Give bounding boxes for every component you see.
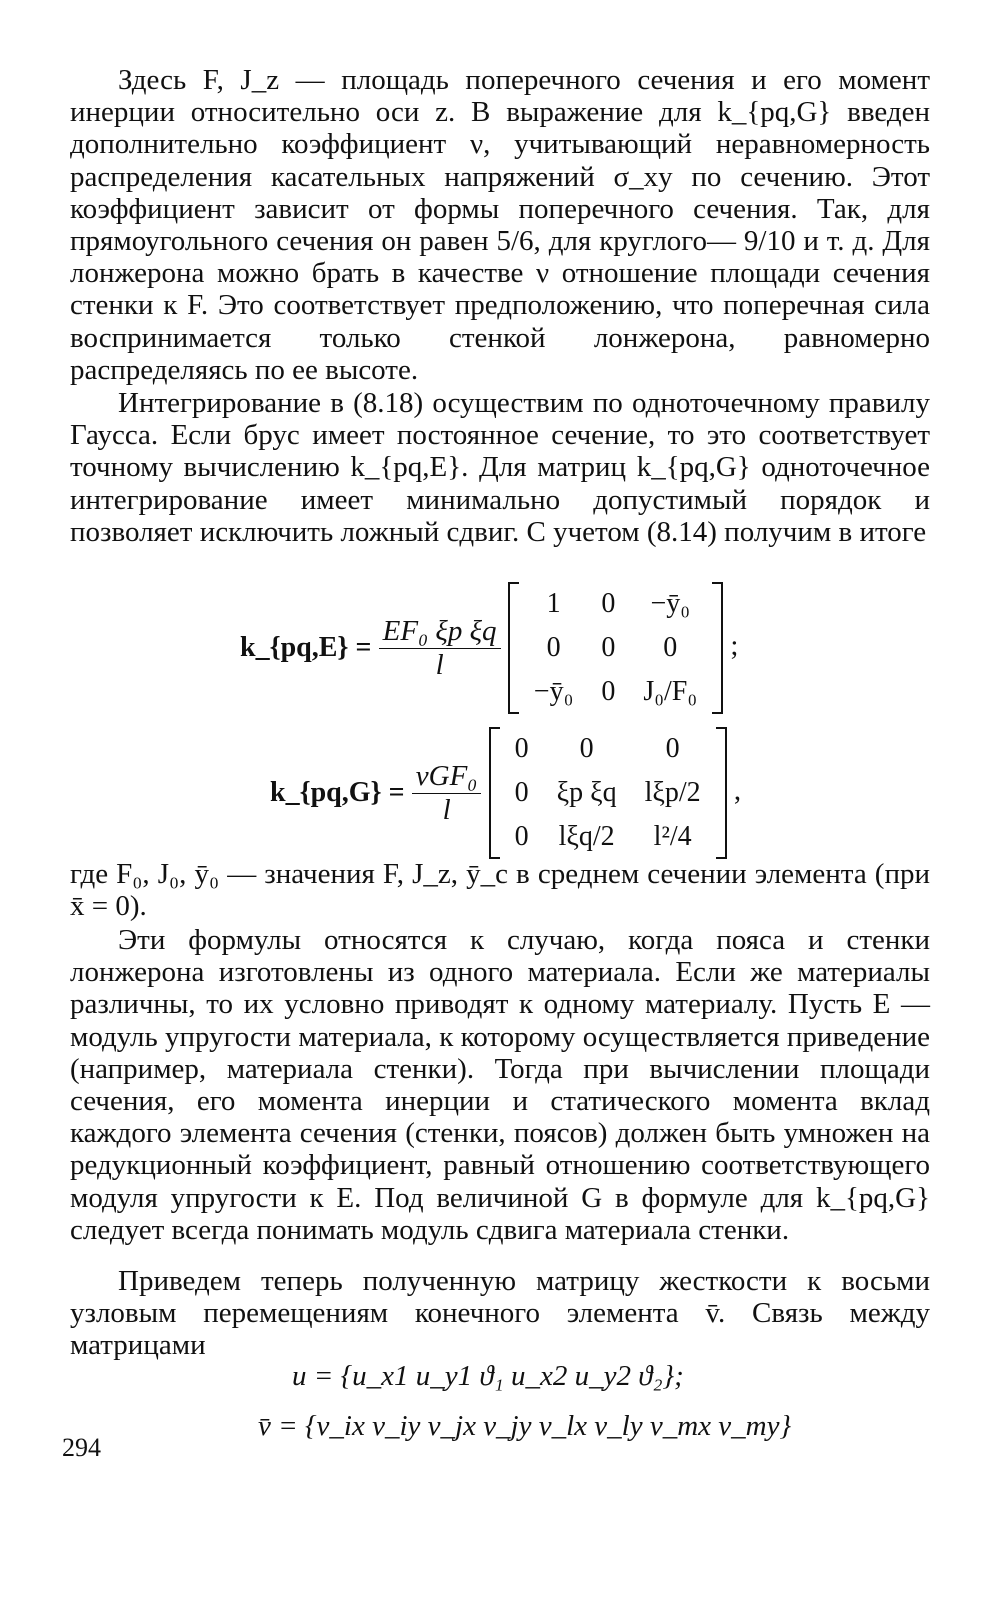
paragraph-1 (70, 64, 930, 386)
formula-v-vector: v̄ = {v_ix v_iy v_jx v_jy v_lx v_ly v_mx v_my} (258, 1410, 792, 1442)
paragraph-3-text: где F₀, J₀, ȳ₀ — значения F, J_z, ȳ_c в среднем сечении элемента (при x̄ = 0). (70, 858, 930, 923)
matrix-cell: 0 (663, 632, 678, 663)
paragraph-5 (70, 1265, 930, 1362)
formula-k-pq-e-numerator: EF₀ ξp ξq (379, 615, 501, 649)
paragraph-2 (70, 387, 930, 548)
formula-k-pq-e-lhs: k_{pq,E} = (240, 632, 372, 663)
matrix-cell: 0 (601, 632, 616, 663)
formula-k-pq-g-lhs: k_{pq,G} = (270, 777, 405, 808)
matrix-cell: −ȳ₀ (650, 588, 691, 619)
formula-k-pq-g-trail: , (733, 774, 742, 807)
matrix-cell: 0 (514, 777, 529, 808)
matrix-cell: l²/4 (653, 821, 692, 852)
matrix-cell: 0 (514, 733, 529, 764)
matrix-cell: 0 (514, 821, 529, 852)
paragraph-4-text: Эти формулы относятся к случаю, когда пояса и стенки лонжерона изготовлены из одного материала. Если же материалы различны, то их условно приводят к одному материалу. Пусть E — модуль упругости материала, к которому осуществляется приведение (например, материала стенки). Тогда при вычислении площади сечения, его момента инерции и статического момента вклад каждого элемента сечения (стенки, поясов) должен быть умножен на редукционный коэффициент, равный отношению соответствующего модуля упругости к E. Под величиной G в формуле для k_{pq,G} следует всегда понимать модуль сдвига материала стенки. (70, 924, 930, 1246)
formula-u-vector: u = {u_x1 u_y1 ϑ₁ u_x2 u_y2 ϑ₂}; (292, 1360, 684, 1392)
paragraph-2-text: Интегрирование в (8.18) осуществим по одноточечному правилу Гаусса. Если брус имеет постоянное сечение, то это соответствует точному вычислению k_{pq,E}. Для матриц k_{pq,G} одноточечное интегрирование имеет минимально допустимый порядок и позволяет исключить ложный сдвиг. С учетом (8.14) получим в итоге (70, 387, 930, 548)
matrix-cell: lξq/2 (558, 821, 615, 852)
formula-k-pq-e-trail: ; (730, 629, 739, 662)
formula-k-pq-e-fraction (379, 615, 501, 682)
formula-k-pq-g-fraction (412, 760, 482, 827)
formula-k-pq-e-denominator: l (435, 648, 444, 681)
page-number: 294 (62, 1433, 101, 1462)
matrix-cell: ξp ξq (556, 777, 617, 808)
matrix-cell: 0 (546, 632, 561, 663)
matrix-k-pq-g (489, 727, 727, 859)
paragraph-3 (70, 858, 930, 922)
matrix-cell: J₀/F₀ (643, 676, 698, 707)
matrix-cell: 0 (665, 733, 680, 764)
formula-k-pq-g-numerator: νGF₀ (412, 760, 482, 794)
matrix-cell: 0 (601, 588, 616, 619)
paragraph-1-text: Здесь F, J_z — площадь поперечного сечения и его момент инерции относительно оси z. В выражение для k_{pq,G} введен дополнительно коэффициент ν, учитывающий неравномерность распределения касательных напряжений σ_xy по сечению. Этот коэффициент зависит от формы поперечного сечения. Так, для прямоугольного сечения он равен 5/6, для круглого— 9/10 и т. д. Для лонжерона можно брать в качестве ν отношение площади сечения стенки к F. Это соответствует предположению, что поперечная сила воспринимается только стенкой лонжерона, равномерно распределяясь по ее высоте. (70, 64, 930, 386)
formula-k-pq-g-denominator: l (442, 793, 451, 826)
paragraph-5-text: Приведем теперь полученную матрицу жесткости к восьми узловым перемещениям конечного элемента v̄. Связь между матрицами (70, 1265, 930, 1362)
matrix-cell: 1 (546, 588, 561, 619)
matrix-cell: 0 (601, 676, 616, 707)
matrix-k-pq-e (508, 582, 723, 714)
matrix-cell: 0 (579, 733, 594, 764)
matrix-cell: −ȳ₀ (533, 676, 574, 707)
formula-k-pq-e (240, 582, 738, 714)
paragraph-4 (70, 924, 930, 1246)
formula-k-pq-g (270, 727, 741, 859)
matrix-cell: lξp/2 (644, 777, 701, 808)
